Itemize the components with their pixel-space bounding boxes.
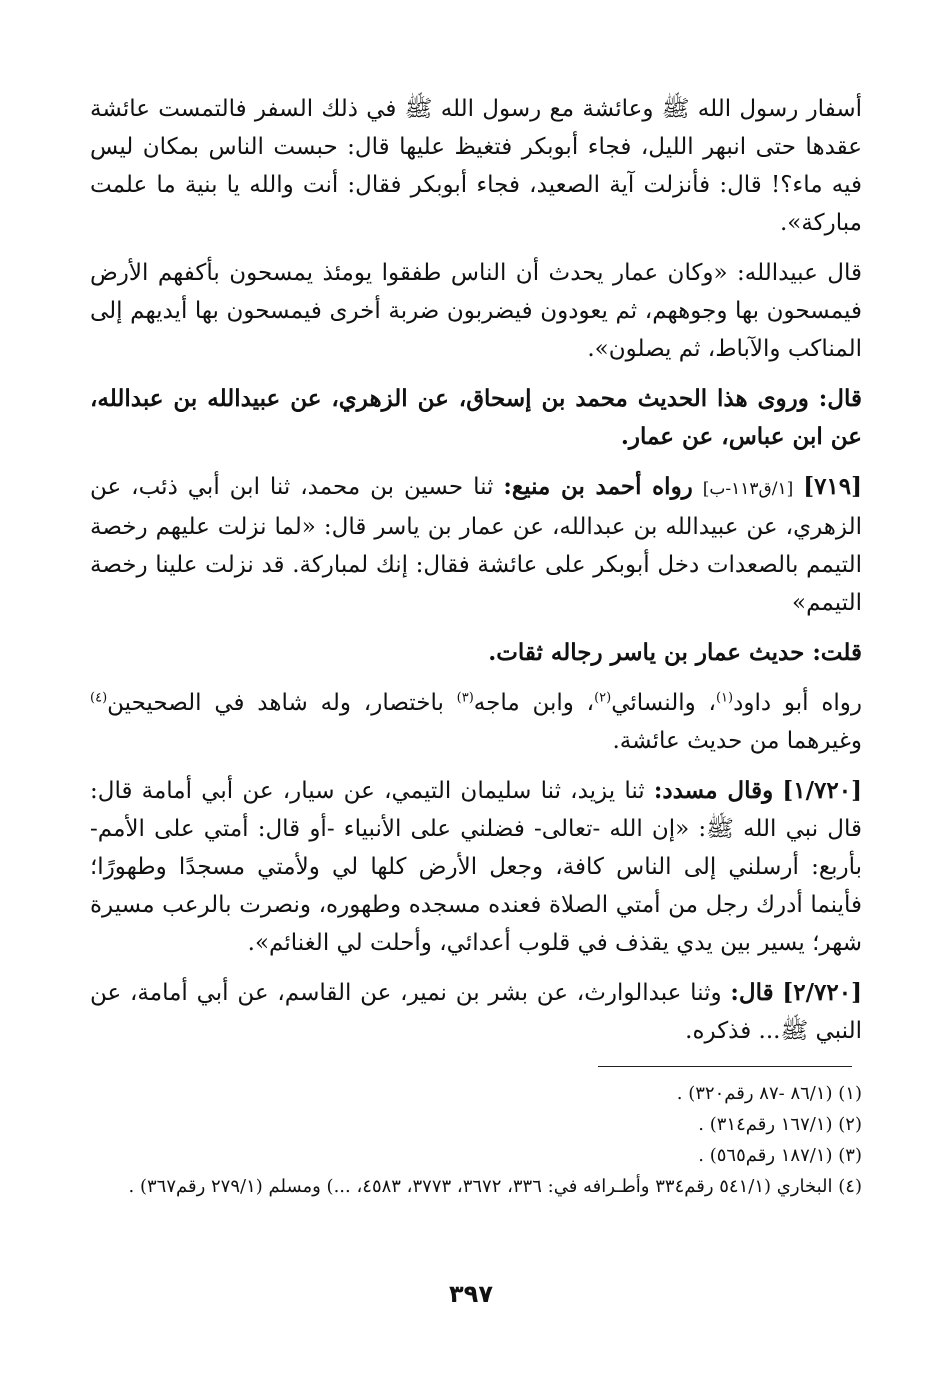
- takhrij-text: رواه أبو داود: [733, 690, 862, 716]
- footnote-ref: (٣): [456, 690, 474, 706]
- hadith-720-1: [90, 772, 862, 962]
- footnote-ref: (١): [715, 690, 734, 706]
- paragraph-qultu: قلت: حديث عمار بن ياسر رجاله ثقات.: [488, 639, 862, 666]
- paragraph-ubaydullah-quote: قال عبيدالله: «وكان عمار يحدث أن الناس طفقوا يومئذ يمسحون بأكفهم الأرض فيمسحون بها وجوههم، ثم يعودون فيضربون ضربة أخرى فيمسحون بها أيديهم إلى المناكب والآباط، ثم يصلون».: [90, 260, 862, 362]
- hadith-number: [١/٧٢٠]: [782, 777, 863, 804]
- manuscript-ref: [١/ق١١٣-ب]: [702, 479, 794, 499]
- takhrij-text: وغيرهما من حديث عائشة.: [612, 728, 862, 754]
- hadith-719: [90, 468, 862, 622]
- takhrij-text: ، والنسائي: [611, 690, 716, 716]
- hadith-number: [٧١٩]: [803, 473, 863, 500]
- hadith-text: وثنا عبدالوارث، عن بشر بن نمير، عن القاسم، عن أبي أمامة، عن النبي ﷺ... فذكره.: [90, 980, 862, 1044]
- hadith-720-2: [90, 974, 862, 1050]
- footnote-ref: (٤): [90, 690, 108, 706]
- hadith-text: ثنا يزيد، ثنا سليمان التيمي، عن سيار، عن أبي أمامة قال: قال نبي الله ﷺ: «إن الله -تعالى- فضلني على الأنبياء -أو قال: أمتي على الأمم- بأربع: أرسلني إلى الناس كافة، وجعل الأرض كلها لي ولأمتي مسجدًا وطهورًا؛ فأينما أدرك رجل من أمتي الصلاة فعنده مسجده وطهوره، ونصرت بالرعب مسيرة شهر؛ يسير بين يدي يقذف في قلوب أعدائي، وأحلت لي الغنائم».: [90, 778, 862, 956]
- paragraph-narration: أسفار رسول الله ﷺ وعائشة مع رسول الله ﷺ في ذلك السفر فالتمست عائشة عقدها حتى انبهر الليل، فجاء أبوبكر فتغيظ عليها قال: حبست الناس بمكان ليس فيه ماء؟! قال: فأنزلت آية الصعيد، فجاء أبوبكر فقال: أنت والله يا بنية ما علمت مباركة».: [90, 96, 862, 236]
- page-content: [90, 90, 862, 1062]
- hadith-lead: قال:: [730, 979, 774, 1006]
- page-number: ٣٩٧: [449, 1280, 493, 1308]
- takhrij-text: ، وابن ماجه: [473, 690, 595, 716]
- footnote-3: (٣) (١٨٧/١ رقم٥٦٥) .: [698, 1145, 862, 1166]
- takhrij-text: باختصار، وله شاهد في الصحيحين: [107, 690, 457, 716]
- hadith-lead: وقال مسدد:: [653, 777, 774, 804]
- footnote-4: (٤) البخاري (٥٤١/١ رقم٣٣٤ وأطـرافه في: ٣٣٦، ٣٦٧٢، ٣٧٧٣، ٤٥٨٣، ...) ومسلم (٢٧٩/١ رقم٣٦٧) .: [128, 1176, 862, 1197]
- paragraph-ibn-ishaq: قال: وروى هذا الحديث محمد بن إسحاق، عن الزهري، عن عبيدالله بن عبدالله، عن ابن عباس، عن عمار.: [90, 385, 862, 450]
- hadith-lead: رواه أحمد بن منيع:: [503, 473, 693, 500]
- footnote-2: (٢) (١٦٧/١ رقم٣١٤) .: [698, 1114, 862, 1135]
- footnote-separator: [598, 1066, 852, 1067]
- footnotes: [90, 1078, 862, 1202]
- hadith-number: [٢/٧٢٠]: [782, 979, 862, 1006]
- hadith-text: ثنا حسين بن محمد، ثنا ابن أبي ذئب، عن الزهري، عن عبيدالله بن عبدالله، عن عمار بن ياسر قال: «لما نزلت عليهم رخصة التيمم بالصعدات دخل أبوبكر على عائشة فقال: إنك لمباركة. قد نزلت علينا رخصة التيمم»: [90, 474, 862, 616]
- footnote-1: (١) (٨٦/١ -٨٧ رقم٣٢٠) .: [676, 1083, 862, 1104]
- paragraph-takhrij: [90, 684, 862, 760]
- footnote-ref: (٢): [594, 690, 612, 706]
